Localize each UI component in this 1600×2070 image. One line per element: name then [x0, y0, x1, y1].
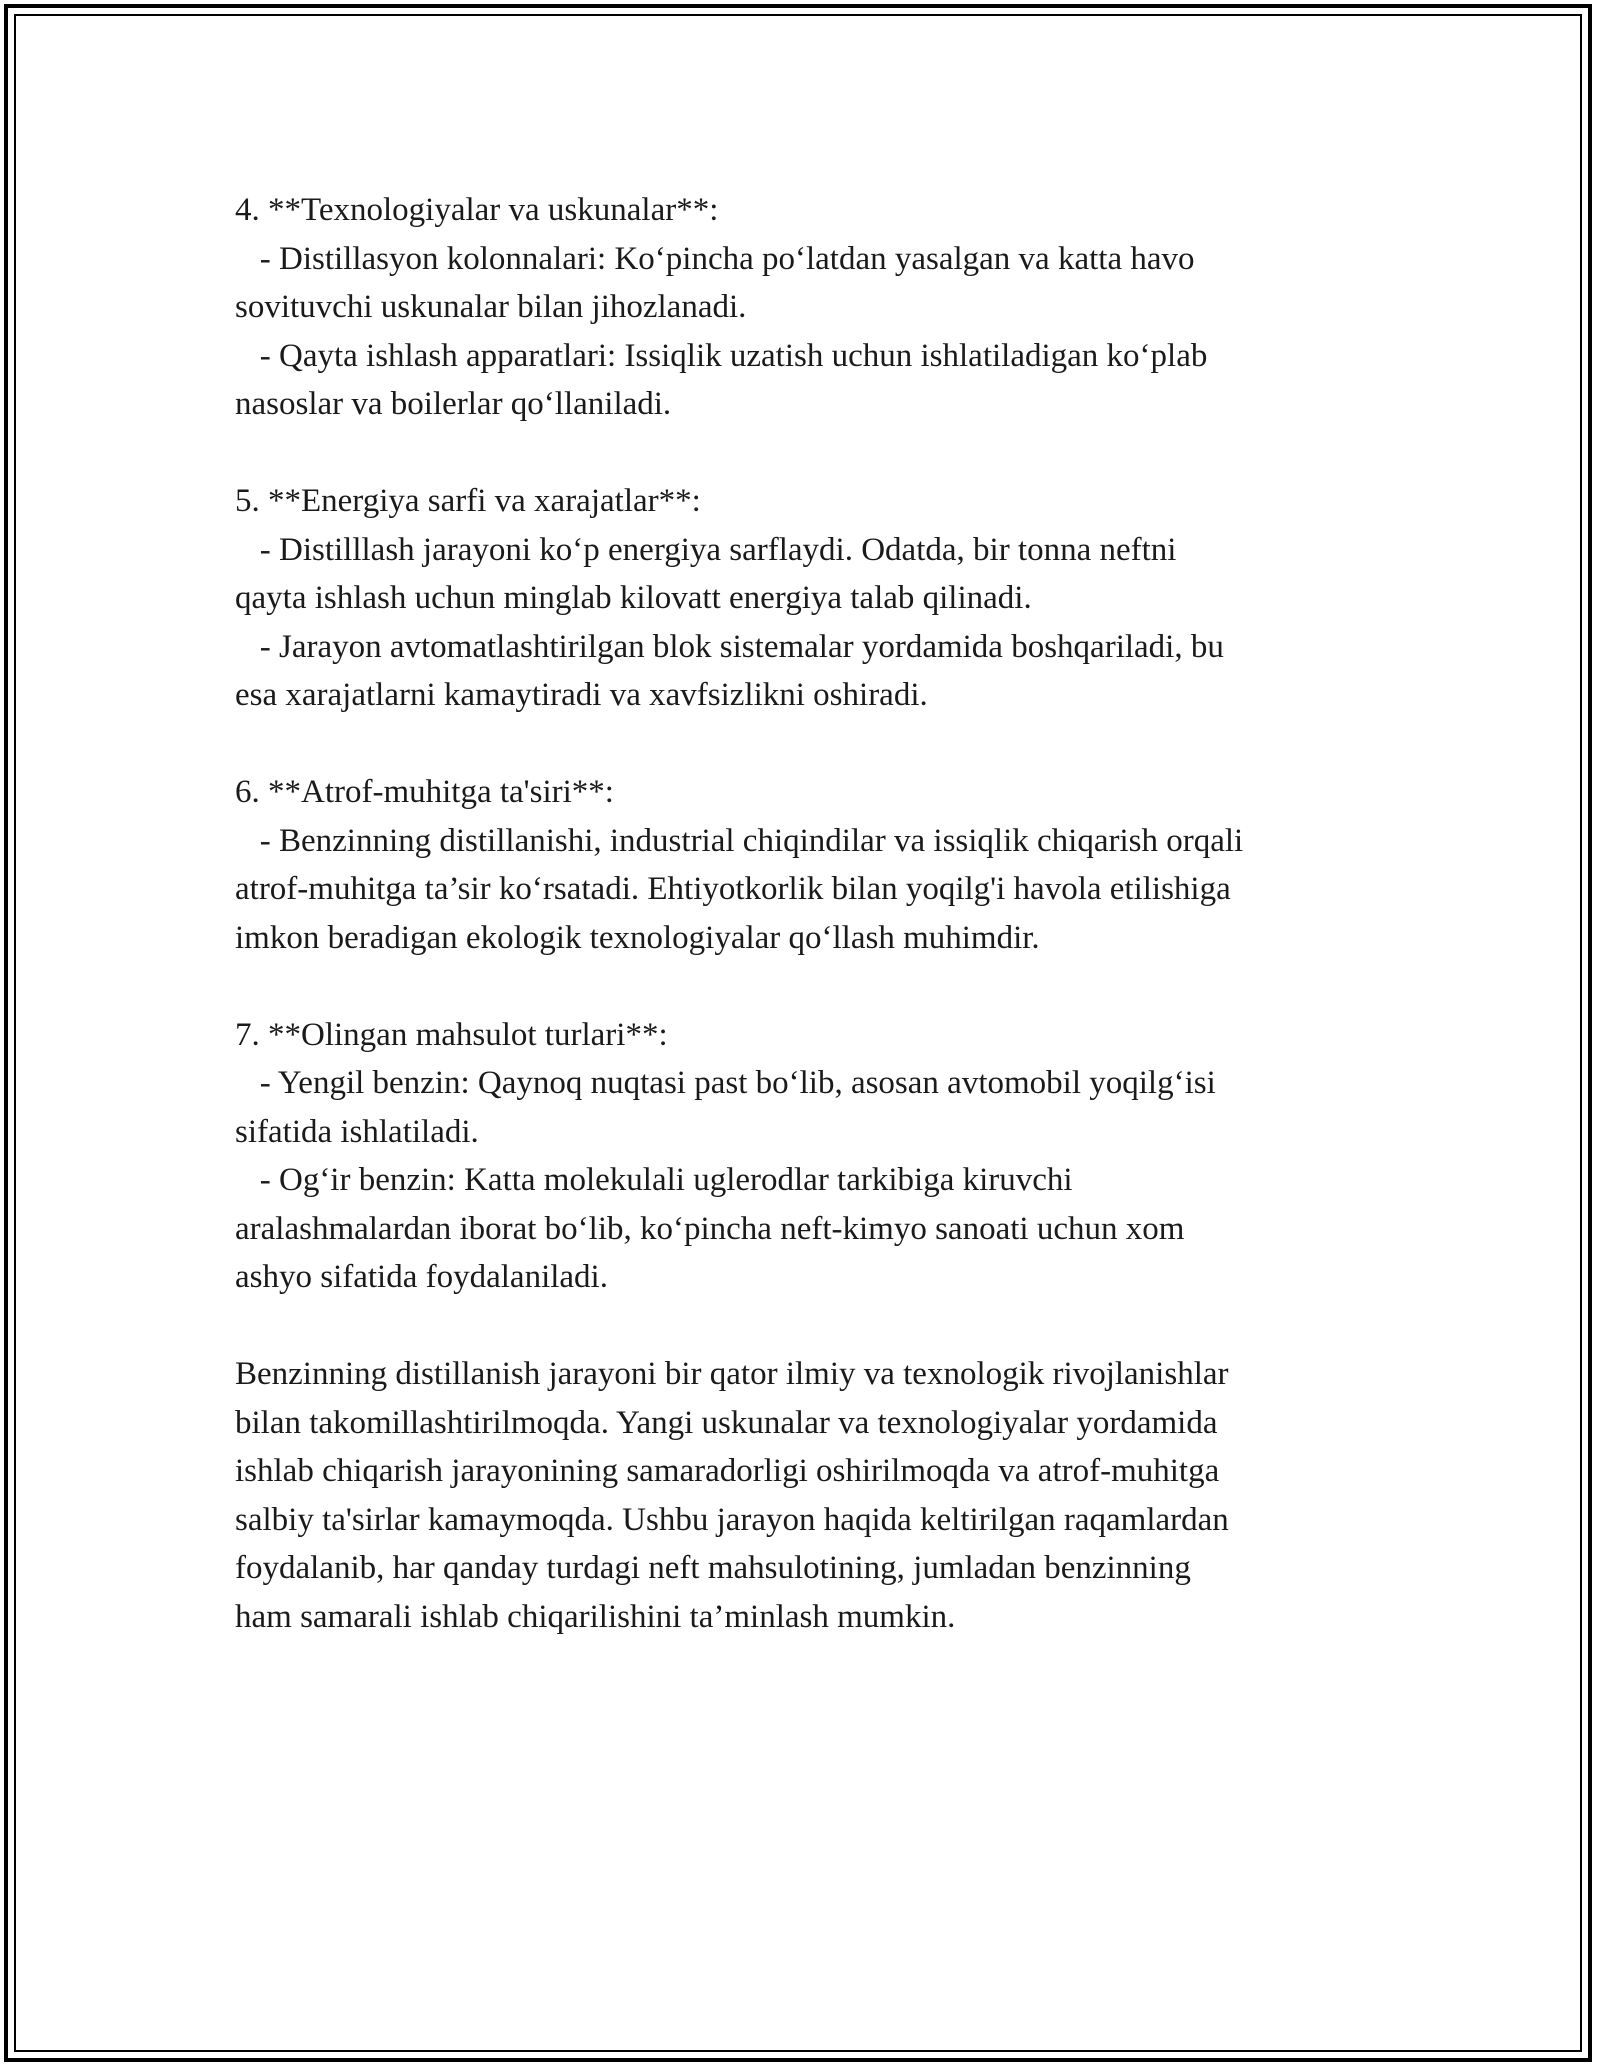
section-heading: 4. **Texnologiyalar va uskunalar**: — [235, 192, 719, 228]
section-technologies — [235, 186, 1375, 429]
text-line: ham samarali ishlab chiqarilishini ta’minlash mumkin. — [235, 1598, 956, 1635]
text-line: ashyo sifatida foydalaniladi. — [235, 1259, 608, 1295]
section-energy-costs — [235, 477, 1375, 720]
text-line: - Distillasyon kolonnalari: Ko‘pincha po‘latdan yasalgan va katta havo — [235, 240, 1195, 277]
section-product-types — [235, 1011, 1375, 1302]
text-line: - Jarayon avtomatlashtirilgan blok sistemalar yordamida boshqariladi, bu — [235, 628, 1224, 665]
paragraph-gap — [235, 1302, 1375, 1351]
text-line: - Benzinning distillanishi, industrial chiqindilar va issiqlik chiqarish orqali — [235, 822, 1244, 859]
text-line: nasoslar va boilerlar qo‘llaniladi. — [235, 386, 672, 422]
text-line: imkon beradigan ekologik texnologiyalar qo‘llash muhimdir. — [235, 919, 1040, 956]
document-body — [235, 186, 1375, 1641]
paragraph-gap — [235, 429, 1375, 478]
text-line: atrof-muhitga ta’sir ko‘rsatadi. Ehtiyotkorlik bilan yoqilg'i havola etilishiga — [235, 871, 1231, 907]
text-line: aralashmalardan iborat bo‘lib, ko‘pincha neft-kimyo sanoati uchun xom — [235, 1210, 1185, 1247]
text-line: salbiy ta'sirlar kamaymoqda. Ushbu jarayon haqida keltirilgan raqamlardan — [235, 1501, 1229, 1538]
text-line: sifatida ishlatiladi. — [235, 1113, 479, 1150]
section-heading: 6. **Atrof-muhitga ta'siri**: — [235, 774, 614, 810]
text-line: Benzinning distillanish jarayoni bir qator ilmiy va texnologik rivojlanishlar — [235, 1356, 1229, 1392]
paragraph-gap — [235, 962, 1375, 1011]
text-line: - Og‘ir benzin: Katta molekulali uglerodlar tarkibiga kiruvchi — [235, 1162, 1073, 1198]
conclusion-paragraph — [235, 1350, 1375, 1641]
section-heading: 7. **Olingan mahsulot turlari**: — [235, 1016, 668, 1053]
text-line: bilan takomillashtirilmoqda. Yangi uskunalar va texnologiyalar yordamida — [235, 1404, 1218, 1441]
text-line: ishlab chiqarish jarayonining samaradorligi oshirilmoqda va atrof-muhitga — [235, 1453, 1220, 1489]
text-line: sovituvchi uskunalar bilan jihozlanadi. — [235, 289, 747, 325]
text-line: - Distilllash jarayoni ko‘p energiya sarflaydi. Odatda, bir tonna neftni — [235, 531, 1177, 568]
text-line: - Yengil benzin: Qaynoq nuqtasi past bo‘lib, asosan avtomobil yoqilg‘isi — [235, 1065, 1216, 1101]
section-heading: 5. **Energiya sarfi va xarajatlar**: — [235, 483, 701, 519]
text-line: foydalanib, har qanday turdagi neft mahsulotining, jumladan benzinning — [235, 1550, 1191, 1586]
text-line: qayta ishlash uchun minglab kilovatt energiya talab qilinadi. — [235, 580, 1032, 616]
paragraph-gap — [235, 720, 1375, 769]
section-environment — [235, 768, 1375, 962]
text-line: - Qayta ishlash apparatlari: Issiqlik uzatish uchun ishlatiladigan ko‘plab — [235, 337, 1208, 374]
text-line: esa xarajatlarni kamaytiradi va xavfsizlikni oshiradi. — [235, 677, 928, 713]
